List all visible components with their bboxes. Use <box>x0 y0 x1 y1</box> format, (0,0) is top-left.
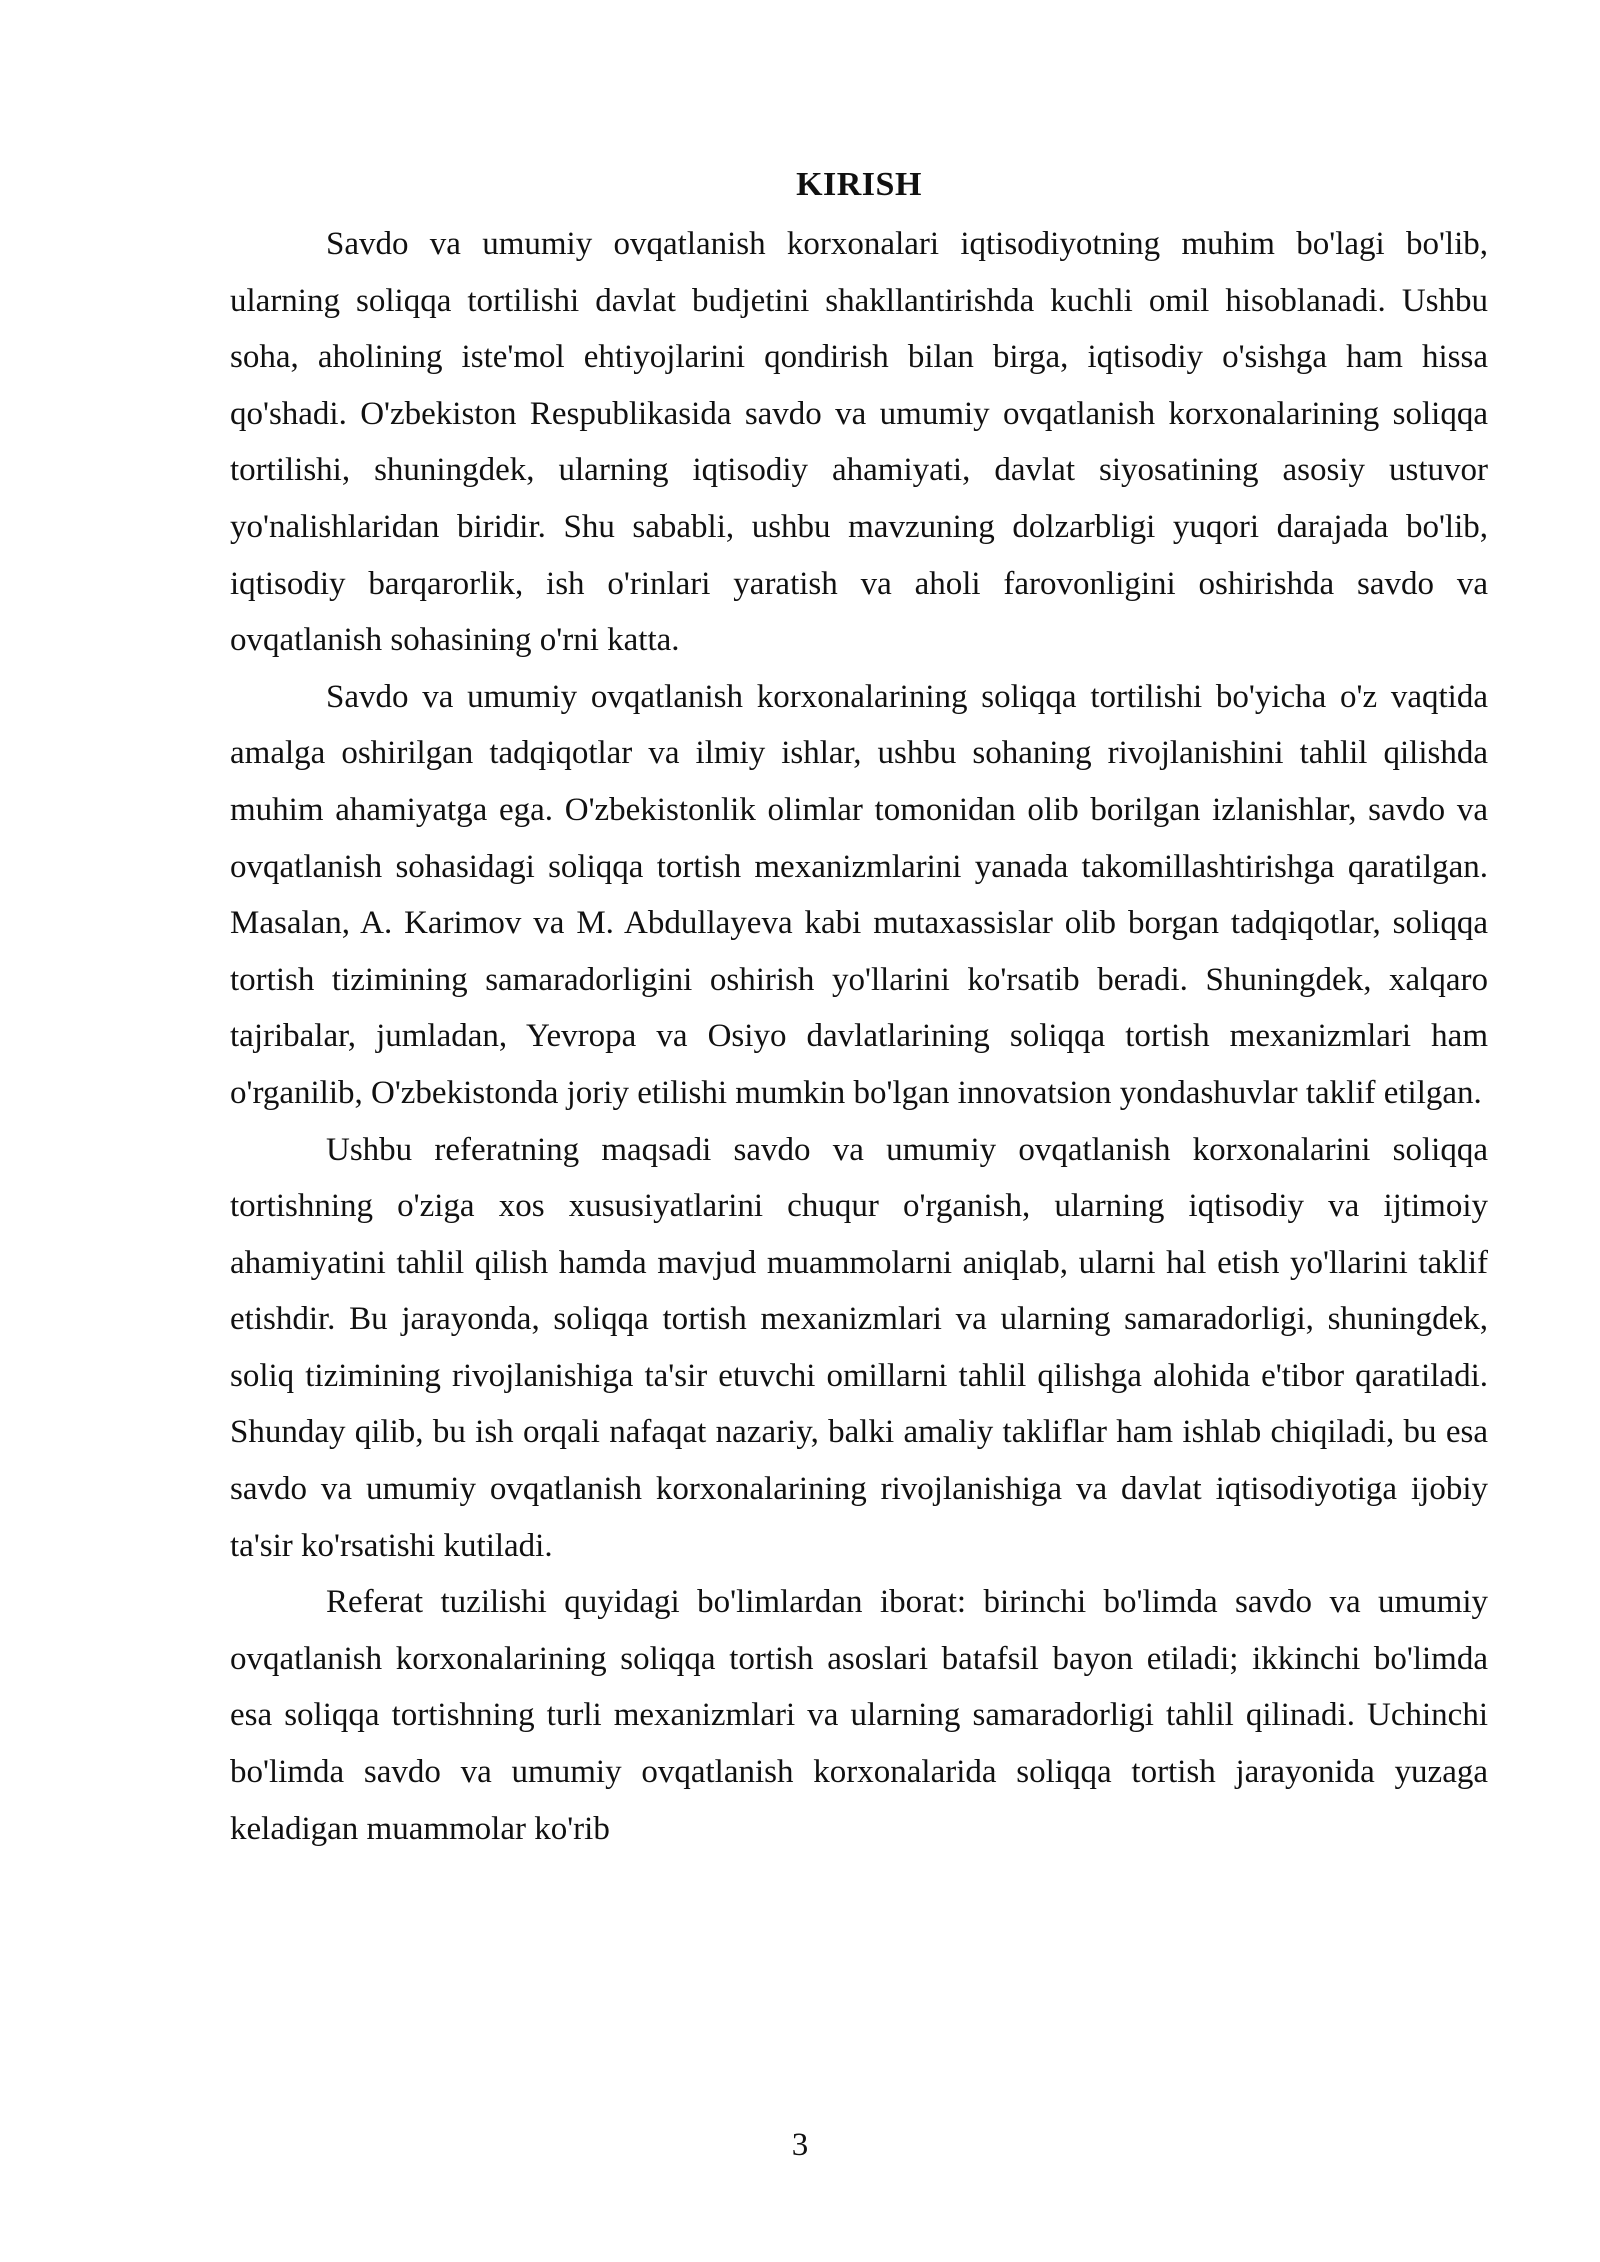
paragraph-1: Savdo va umumiy ovqatlanish korxonalari iqtisodiyotning muhim bo'lagi bo'lib, ularning soliqqa tortilishi davlat budjetini shakllantirishda kuchli omil hisoblanadi. Ushbu soha, aholining iste'mol ehtiyojlarini qondirish bilan birga, iqtisodiy o'sishga ham hissa qo'shadi. O'zbekiston Respublikasida savdo va umumiy ovqatlanish korxonalarining soliqqa tortilishi, shuningdek, ularning iqtisodiy ahamiyati, davlat siyosatining asosiy ustuvor yo'nalishlaridan biridir. Shu sababli, ushbu mavzuning dolzarbligi yuqori darajada bo'lib, iqtisodiy barqarorlik, ish o'rinlari yaratish va aholi farovonligini oshirishda savdo va ovqatlanish sohasining o'rni katta. <box>230 226 1488 659</box>
paragraph-2: Savdo va umumiy ovqatlanish korxonalarining soliqqa tortilishi bo'yicha o'z vaqtida amalga oshirilgan tadqiqotlar va ilmiy ishlar, ushbu sohaning rivojlanishini tahlil qilishda muhim ahamiyatga ega. O'zbekistonlik olimlar tomonidan olib borilgan izlanishlar, savdo va ovqatlanish sohasidagi soliqqa tortish mexanizmlarini yanada takomillashtirishga qaratilgan. Masalan, A. Karimov va M. Abdullayeva kabi mutaxassislar olib borgan tadqiqotlar, soliqqa tortish tizimining samaradorligini oshirish yo'llarini ko'rsatib beradi. Shuningdek, xalqaro tajribalar, jumladan, Yevropa va Osiyo davlatlarining soliqqa tortish mexanizmlari ham o'rganilib, O'zbekistonda joriy etilishi mumkin bo'lgan innovatsion yondashuvlar taklif etilgan. <box>230 678 1488 1111</box>
document-page <box>230 160 1488 1857</box>
document-title: KIRISH <box>796 166 922 203</box>
page-number: 3 <box>791 2127 809 2163</box>
paragraph-3: Ushbu referatning maqsadi savdo va umumiy ovqatlanish korxonalarini soliqqa tortishning o'ziga xos xususiyatlarini chuqur o'rganish, ularning iqtisodiy va ijtimoiy ahamiyatini tahlil qilish hamda mavjud muammolarni aniqlab, ularni hal etish yo'llarini taklif etishdir. Bu jarayonda, soliqqa tortish mexanizmlari va ularning samaradorligi, shuningdek, soliq tizimining rivojlanishiga ta'sir etuvchi omillarni tahlil qilishga alohida e'tibor qaratiladi. Shunday qilib, bu ish orqali nafaqat nazariy, balki amaliy takliflar ham ishlab chiqiladi, bu esa savdo va umumiy ovqatlanish korxonalarining rivojlanishiga va davlat iqtisodiyotiga ijobiy ta'sir ko'rsatishi kutiladi. <box>230 1131 1488 1564</box>
paragraph-4: Referat tuzilishi quyidagi bo'limlardan iborat: birinchi bo'limda savdo va umumiy ovqatlanish korxonalarining soliqqa tortish asoslari batafsil bayon etiladi; ikkinchi bo'limda esa soliqqa tortishning turli mexanizmlari va ularning samaradorligi tahlil qilinadi. Uchinchi bo'limda savdo va umumiy ovqatlanish korxonalarida soliqqa tortish jarayonida yuzaga keladigan muammolar ko'rib <box>230 1584 1488 1847</box>
